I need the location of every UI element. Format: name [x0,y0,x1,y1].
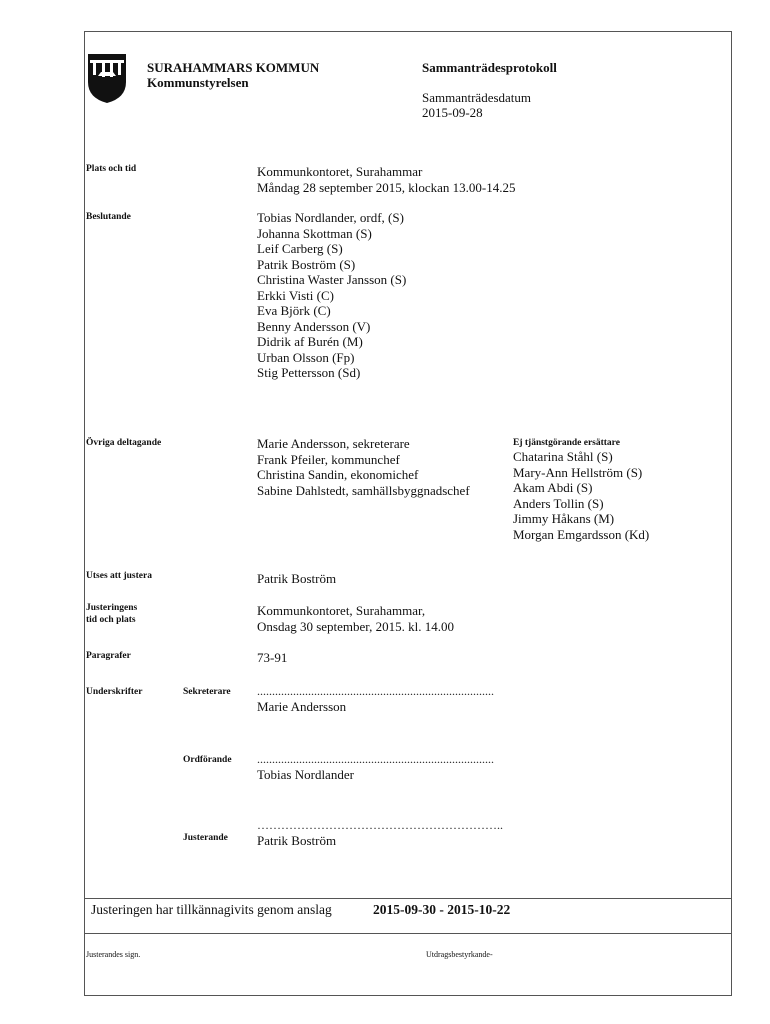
footer-justerandes-sign: Justerandes sign. [86,950,141,959]
justering-value [257,603,454,634]
substitute-item: Jimmy Håkans (M) [513,511,615,526]
member-item: Urban Olsson (Fp) [257,349,355,365]
paragrafer-value: 73-91 [257,650,288,665]
substitute-item: Akam Abdi (S) [513,480,593,495]
participant-item: Christina Sandin, ekonomichef [257,467,419,482]
substitute-item: Mary-Ann Hellström (S) [513,464,643,480]
signer-role: Justerande [183,833,228,843]
plats-line: Måndag 28 september 2015, klockan 13.00-14.25 [257,179,516,195]
substitute-item: Morgan Emgardsson (Kd) [513,526,650,542]
utses-value: Patrik Boström [257,571,337,586]
justering-line: Kommunkontoret, Surahammar, [257,603,426,618]
ersattare-label: Ej tjänstgörande ersättare [513,438,620,448]
plats-label: Plats och tid [86,164,137,174]
paragrafer-label: Paragrafer [86,651,131,661]
beslutande-label: Beslutande [86,212,131,222]
plats-line: Kommunkontoret, Surahammar [257,164,423,179]
org-unit: Kommunstyrelsen [147,75,249,90]
member-item: Patrik Boström (S) [257,256,356,272]
signer-name: Marie Andersson [257,699,347,714]
justering-label-line: tid och plats [86,615,136,625]
anslag-period: 2015-09-30 - 2015-10-22 [373,902,511,917]
signer-name: Tobias Nordlander [257,767,354,782]
member-item: Stig Pettersson (Sd) [257,365,361,380]
member-item: Benny Andersson (V) [257,318,371,334]
participant-item: Frank Pfeiler, kommunchef [257,451,400,467]
justering-label [86,602,137,626]
coat-of-arms-logo [86,52,128,104]
member-item: Erkki Visti (C) [257,287,334,303]
member-item: Johanna Skottman (S) [257,225,372,241]
signer-role: Ordförande [183,755,232,765]
member-item: Didrik af Burén (M) [257,334,363,349]
participant-item: Marie Andersson, sekreterare [257,436,410,451]
document-type: Sammanträdesprotokoll [422,60,557,75]
member-item: Tobias Nordlander, ordf, (S) [257,210,404,225]
anslag-text: Justeringen har tillkännagivits genom anslag [91,902,332,917]
member-item: Leif Carberg (S) [257,241,343,256]
signer-role: Sekreterare [183,687,231,697]
substitute-item: Anders Tollin (S) [513,495,604,511]
meeting-date-value: 2015-09-28 [422,105,483,120]
member-item: Eva Björk (C) [257,303,331,318]
justering-line: Onsdag 30 september, 2015. kl. 14.00 [257,618,454,634]
member-item: Christina Waster Jansson (S) [257,272,407,287]
ovriga-list [257,436,470,498]
justering-label-line: Justeringens [86,603,138,613]
meeting-date-label: Sammanträdesdatum [422,90,532,105]
participant-item: Sabine Dahlstedt, samhällsbyggnadschef [257,482,470,498]
substitute-item: Chatarina Ståhl (S) [513,449,613,464]
beslutande-list [257,210,406,381]
ersattare-list [513,449,649,542]
plats-value [257,164,516,195]
footer-utdragsbestyrkande: Utdragsbestyrkande- [426,950,493,959]
underskrifter-label: Underskrifter [86,687,143,697]
signer-name: Patrik Boström [257,833,337,848]
signature-line: …………………………………………………….. [257,818,503,832]
signature-line: ............................................................................... [257,752,494,766]
utses-label: Utses att justera [86,571,152,581]
ovriga-label: Övriga deltagande [86,438,162,448]
org-name: SURAHAMMARS KOMMUN [147,60,320,75]
signature-line: ............................................................................... [257,684,494,698]
